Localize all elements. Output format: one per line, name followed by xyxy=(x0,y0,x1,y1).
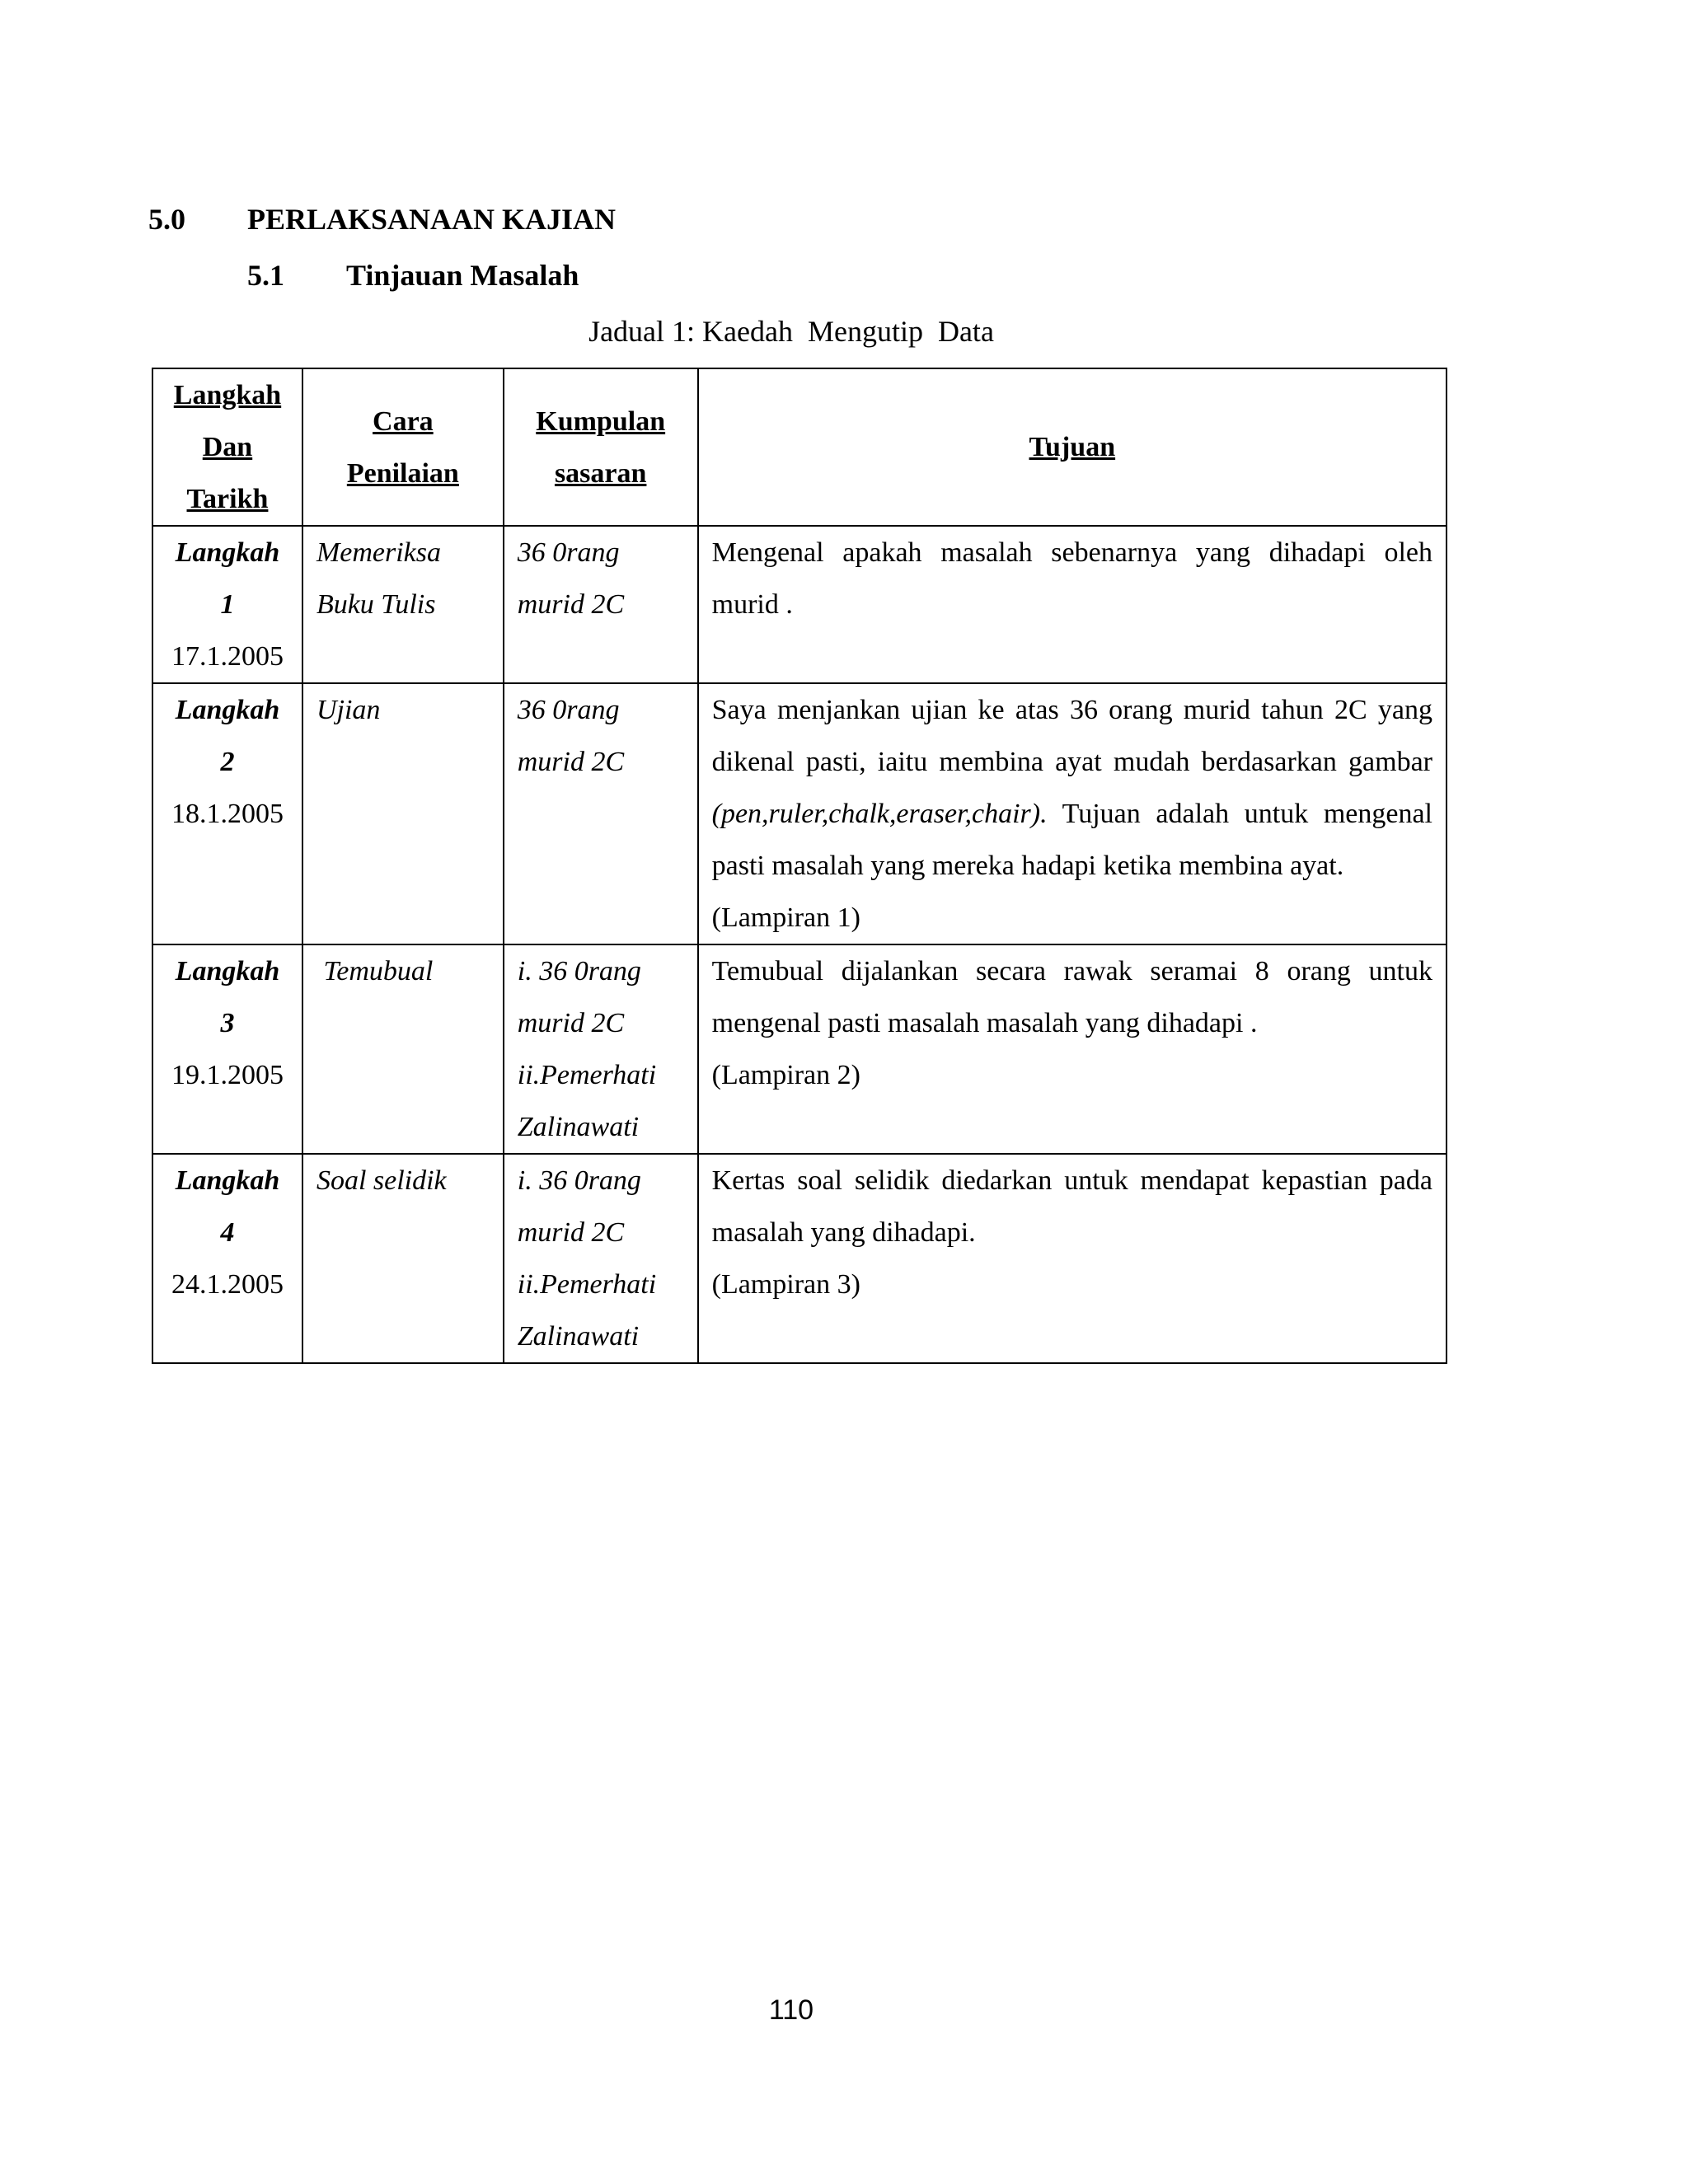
method-line: Temubual xyxy=(316,956,434,987)
step-date: 19.1.2005 xyxy=(171,1060,284,1090)
step-date: 24.1.2005 xyxy=(171,1269,284,1300)
subsection-number: 5.1 xyxy=(247,259,284,292)
step-label: Langkah xyxy=(175,695,280,725)
header-steps-line: Dan xyxy=(202,432,253,462)
appendix-ref: (Lampiran 3) xyxy=(711,1269,860,1300)
header-steps xyxy=(152,368,302,526)
step-label: Langkah xyxy=(175,537,280,568)
subsection-title: Tinjauan Masalah xyxy=(346,259,579,292)
method-line: Buku Tulis xyxy=(316,589,436,620)
table-row xyxy=(152,944,1447,1154)
header-method-line: Cara xyxy=(373,405,434,437)
method-cell xyxy=(302,1154,504,1363)
table-row xyxy=(152,1154,1447,1363)
purpose-cell xyxy=(698,683,1447,944)
step-number: 4 xyxy=(220,1217,235,1248)
header-group-line: sasaran xyxy=(554,457,647,489)
group-line: murid 2C xyxy=(517,589,625,620)
group-line: murid 2C xyxy=(517,1217,625,1248)
step-label: Langkah xyxy=(175,1165,280,1196)
step-cell xyxy=(152,944,302,1154)
group-line: murid 2C xyxy=(517,1008,625,1038)
group-line: Zalinawati xyxy=(517,1112,640,1142)
step-cell xyxy=(152,683,302,944)
data-collection-table xyxy=(152,368,1447,1364)
purpose-text-end: Tujuan adalah untuk mengenal pasti masalah yang mereka hadapi ketika membina ayat. xyxy=(711,799,1432,881)
header-group xyxy=(504,368,698,526)
purpose-text: Mengenal apakah masalah sebenarnya yang dihadapi oleh murid . xyxy=(711,537,1432,620)
header-purpose: Tujuan xyxy=(698,368,1447,526)
header-method-line: Penilaian xyxy=(346,457,459,489)
step-number: 2 xyxy=(220,747,235,777)
group-line: murid 2C xyxy=(517,747,625,777)
group-cell xyxy=(504,683,698,944)
table-caption: Jadual 1: Kaedah Mengutip Data xyxy=(588,315,994,348)
group-line: Zalinawati xyxy=(517,1321,640,1352)
step-cell xyxy=(152,1154,302,1363)
method-line: Memeriksa xyxy=(316,537,441,568)
group-line: ii.Pemerhati xyxy=(517,1269,657,1300)
method-cell xyxy=(302,526,504,683)
group-cell xyxy=(504,1154,698,1363)
table-row xyxy=(152,683,1447,944)
step-number: 3 xyxy=(220,1008,235,1038)
purpose-cell xyxy=(698,526,1447,683)
appendix-ref: (Lampiran 1) xyxy=(711,902,860,933)
header-steps-line: Tarikh xyxy=(186,484,269,514)
step-number: 1 xyxy=(220,589,235,620)
table-header-row xyxy=(152,368,1447,526)
method-cell xyxy=(302,944,504,1154)
header-group-line: Kumpulan xyxy=(536,405,666,437)
group-line: ii.Pemerhati xyxy=(517,1060,657,1090)
group-cell xyxy=(504,526,698,683)
header-steps-line: Langkah xyxy=(173,380,282,410)
table-row xyxy=(152,526,1447,683)
purpose-text: Kertas soal selidik diedarkan untuk mendapat kepastian pada masalah yang dihadapi. xyxy=(711,1165,1432,1248)
group-line: i. 36 0rang xyxy=(517,956,641,987)
purpose-text-start: Saya menjankan ujian ke atas 36 orang murid tahun 2C yang dikenal pasti, iaitu membina ayat mudah berdasarkan gambar xyxy=(711,695,1432,777)
step-cell xyxy=(152,526,302,683)
purpose-cell xyxy=(698,944,1447,1154)
section-title: PERLAKSANAAN KAJIAN xyxy=(247,203,617,236)
section-number: 5.0 xyxy=(148,203,185,236)
method-line: Ujian xyxy=(316,695,381,725)
group-line: 36 0rang xyxy=(517,695,620,725)
purpose-cell xyxy=(698,1154,1447,1363)
purpose-text-italic: (pen,ruler,chalk,eraser,chair). xyxy=(711,799,1048,829)
group-cell xyxy=(504,944,698,1154)
step-date: 18.1.2005 xyxy=(171,799,284,829)
group-line: i. 36 0rang xyxy=(517,1165,641,1196)
group-line: 36 0rang xyxy=(517,537,620,568)
step-date: 17.1.2005 xyxy=(171,641,284,672)
purpose-text xyxy=(712,684,1432,892)
page-number: 110 xyxy=(768,1994,814,2026)
method-cell xyxy=(302,683,504,944)
step-label: Langkah xyxy=(175,956,280,987)
method-line: Soal selidik xyxy=(316,1165,447,1196)
purpose-text: Temubual dijalankan secara rawak seramai 8 orang untuk mengenal pasti masalah masalah yang dihadapi . xyxy=(711,956,1432,1038)
header-method xyxy=(302,368,504,526)
appendix-ref: (Lampiran 2) xyxy=(711,1060,860,1090)
